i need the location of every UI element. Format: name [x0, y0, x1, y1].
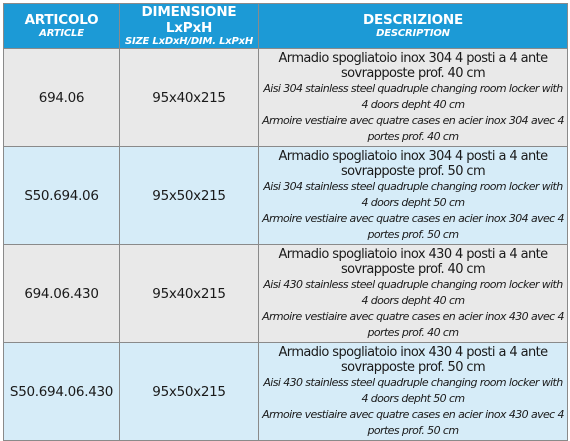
article-code: S50.694.06	[4, 147, 120, 245]
article-description	[259, 49, 568, 147]
table-row	[4, 343, 568, 441]
article-code: 694.06	[4, 49, 120, 147]
description-french: Armoire vestiaire avec quatre cases en acier inox 430 avec 4 portes prof. 50 cm	[262, 407, 564, 437]
description-italian: Armadio spogliatoio inox 430 4 posti a 4 ante sovrapposte prof. 50 cm	[278, 344, 548, 375]
article-code: 694.06.430	[4, 245, 120, 343]
description-english: Aisi 304 stainless steel quadruple changing room locker with 4 doors depht 40 cm	[263, 81, 563, 111]
product-table	[3, 3, 568, 441]
header-dimensions-sublabel: SIZE LxDxH/DIM. LxPxH	[124, 36, 254, 47]
description-english: Aisi 304 stainless steel quadruple changing room locker with 4 doors depht 50 cm	[263, 179, 563, 209]
article-description	[259, 147, 568, 245]
article-size: 95x50x215	[120, 343, 259, 441]
description-french: Armoire vestiaire avec quatre cases en acier inox 304 avec 4 portes prof. 50 cm	[262, 211, 564, 241]
table-row	[4, 147, 568, 245]
description-french: Armoire vestiaire avec quatre cases en acier inox 430 avec 4 portes prof. 40 cm	[262, 309, 564, 339]
table-row	[4, 245, 568, 343]
description-french: Armoire vestiaire avec quatre cases en acier inox 304 avec 4 portes prof. 40 cm	[262, 113, 564, 143]
article-size: 95x50x215	[120, 147, 259, 245]
header-description-sublabel: DESCRIPTION	[376, 28, 450, 39]
description-italian: Armadio spogliatoio inox 304 4 posti a 4 ante sovrapposte prof. 40 cm	[278, 50, 548, 81]
header-article	[4, 4, 120, 49]
header-article-label: ARTICOLO	[24, 12, 99, 28]
table-header-row	[4, 4, 568, 49]
article-description	[259, 245, 568, 343]
header-description	[259, 4, 568, 49]
header-dimensions-label: DIMENSIONE LxPxH	[141, 4, 237, 36]
header-dimensions	[120, 4, 259, 49]
article-size: 95x40x215	[120, 49, 259, 147]
article-code: S50.694.06.430	[4, 343, 120, 441]
article-description	[259, 343, 568, 441]
description-italian: Armadio spogliatoio inox 304 4 posti a 4 ante sovrapposte prof. 50 cm	[278, 148, 548, 179]
description-italian: Armadio spogliatoio inox 430 4 posti a 4 ante sovrapposte prof. 40 cm	[278, 246, 548, 277]
header-article-sublabel: ARTICLE	[39, 28, 84, 39]
description-english: Aisi 430 stainless steel quadruple changing room locker with 4 doors depht 50 cm	[263, 375, 563, 405]
table-row	[4, 49, 568, 147]
article-size: 95x40x215	[120, 245, 259, 343]
header-description-label: DESCRIZIONE	[362, 12, 464, 28]
description-english: Aisi 430 stainless steel quadruple changing room locker with 4 doors depht 40 cm	[263, 277, 563, 307]
